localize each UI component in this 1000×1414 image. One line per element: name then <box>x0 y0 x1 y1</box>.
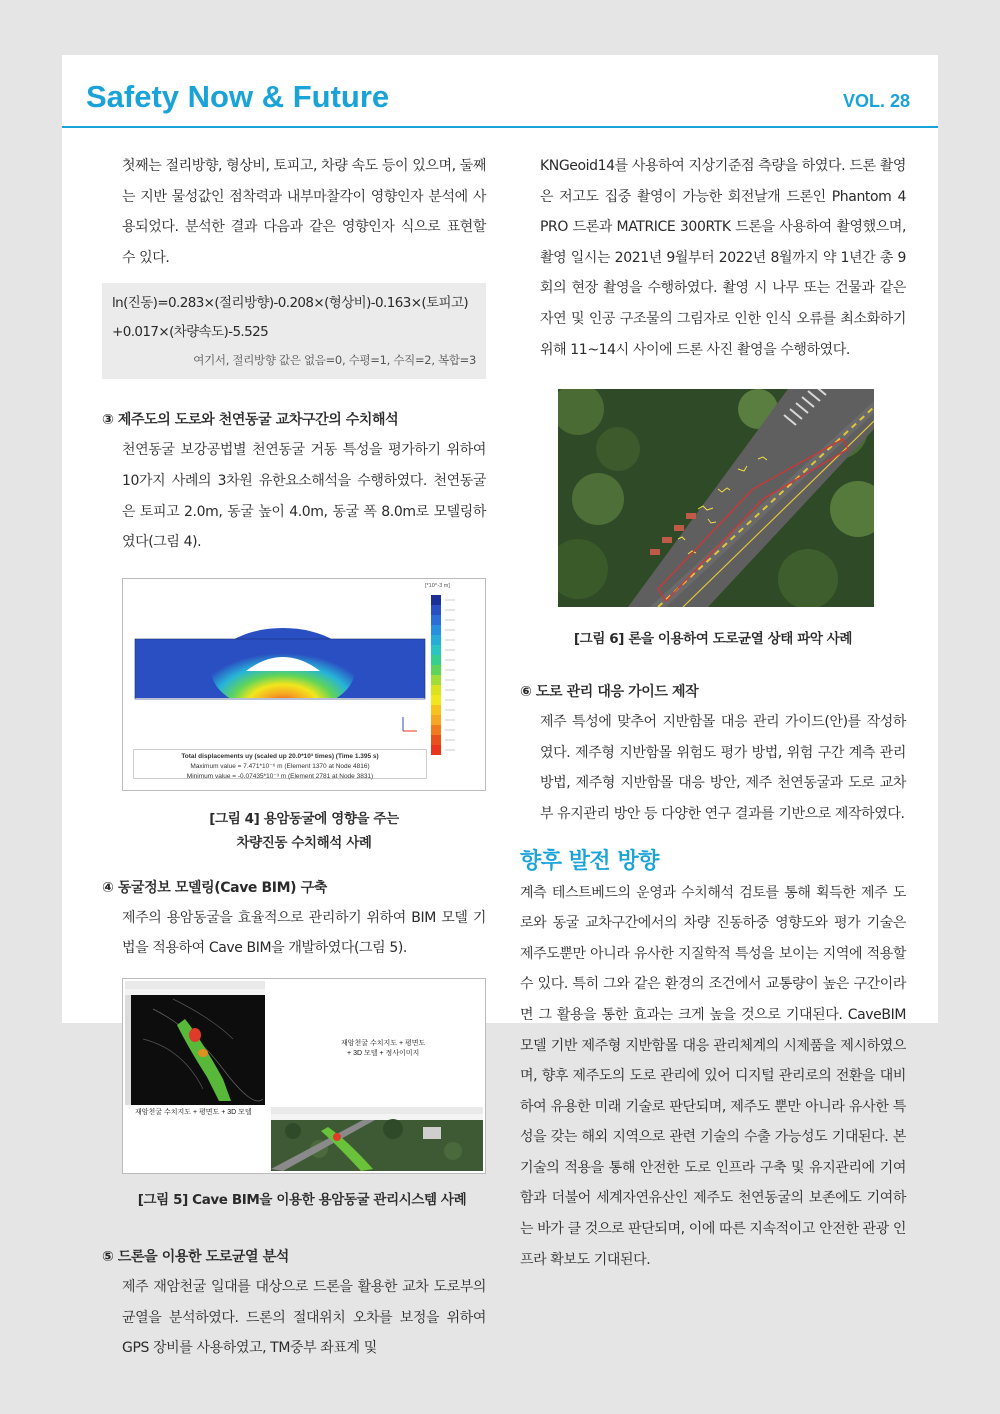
section-4-title: ④ 동굴정보 모델링(Cave BIM) 구축 <box>102 879 327 896</box>
future-body: 계측 테스트베드의 운영과 수치해석 검토를 통해 획득한 제주 도로와 동굴 교차구간에서의 차량 진동하중 영향도와 평가 기술은 제주도뿐만 아니라 유사한 지질학적 특성을 보이는 지역에 적용할 수 있다. 특히 그와 같은 환경의 조건에서 교통량이 높은 구간이라면 그 활용을 통한 효과는 크게 높을 것으로 기대된다. CaveBIM 모델 기반 제주형 지반함몰 대응 관리체계의 시제품을 제시하였으며, 향후 제주도의 도로 관리에 있어 디지털 관리로의 전환을 대비하여 유용한 미래 기술로 판단되며, 제주도 뿐만 아니라 유사한 특성을 갖는 해외 지역으로 관련 기술의 수출 가능성도 기대된다. 본 기술의 적용을 통해 안전한 도로 인프라 구축 및 유지관리에 기여함과 더불어 세계자연유산인 제주도 천연동굴의 보존에도 기여하는 바가 클 것으로 판단되며, 이에 따른 지속적이고 안전한 관광 인프라 확보도 기대된다. <box>520 884 906 1268</box>
drone-aerial-road-photo-icon <box>558 389 874 607</box>
section-5-body: 제주 재암천굴 일대를 대상으로 드론을 활용한 교차 도로부의 균열을 분석하였다. 드론의 절대위치 오차를 보정을 위하여 GPS 장비를 사용하였고, TM중부 좌표계 및 <box>122 1278 486 1357</box>
figure-4 <box>122 578 486 791</box>
page <box>62 55 938 1357</box>
volume-number: VOL. 28 <box>842 91 910 111</box>
fig5-label-a <box>341 1039 425 1059</box>
figure-5-caption: [그림 5] Cave BIM을 이용한 용암동굴 관리시스템 사례 <box>137 1191 467 1208</box>
page-header <box>62 55 938 128</box>
axis-triad-icon <box>403 717 417 731</box>
figure-6 <box>558 389 874 607</box>
fig5-label-b: 재암천굴 수치지도 + 평면도 + 3D 모델 <box>135 1108 252 1116</box>
right-column <box>520 151 906 1275</box>
formula-box <box>102 283 486 379</box>
figure-6-caption: [그림 6] 론을 이용하여 도로균열 상태 파악 사례 <box>573 631 853 648</box>
section-6-body: 제주 특성에 맞추어 지반함몰 대응 관리 가이드(안)를 작성하였다. 제주형 지반함몰 위험도 평가 방법, 위험 구간 계측 관리 방법, 제주형 지반함몰 대응 방안, 제주 천연동굴과 도로 교차부 유지관리 방안 등 다양한 연구 결과를 기반으로 제작하였다. <box>540 714 906 822</box>
left-column <box>102 151 486 1364</box>
result-title: Total displacements uy (scaled up 20.0*10³ times) (Time 1.395 s) <box>181 752 379 760</box>
section-4-body: 제주의 용암동굴을 효율적으로 관리하기 위하여 BIM 모델 기법을 적용하여 Cave BIM을 개발하였다(그림 5). <box>122 909 486 957</box>
cave-bim-screenshot-icon <box>123 979 485 1173</box>
fig5-label-a-line-1: 재암천굴 수치지도 + 평면도 <box>341 1039 426 1047</box>
magazine-title: Safety Now & Future <box>86 79 390 114</box>
section-3-title: ③ 제주도의 도로와 천연동굴 교차구간의 수치해석 <box>102 412 399 429</box>
figure-4-caption-line-1: [그림 4] 용암동굴에 영향을 주는 <box>209 810 399 827</box>
formula-line-1: ln(진동)=0.283×(절리방향)-0.208×(형상비)-0.163×(토피고) <box>112 295 469 312</box>
result-max: Maximum value = 7.471*10⁻⁶ m (Element 1370 at Node 4816) <box>190 762 370 770</box>
result-panel <box>133 749 427 779</box>
intro-paragraph: 첫째는 절리방향, 형상비, 토피고, 차량 속도 등이 있으며, 둘째는 지반 물성값인 점착력과 내부마찰각이 영향인자 분석에 사용되었다. 분석한 결과 다음과 같은 영향인자 식으로 표현할 수 있다. <box>122 158 486 266</box>
fig5-label-a-line-2: + 3D 모델 + 정사이미지 <box>347 1049 420 1057</box>
section-6-title: ⑥ 도로 관리 대응 가이드 제작 <box>520 684 699 701</box>
section-5-continued: KNGeoid14를 사용하여 지상기준점 측량을 하였다. 드론 촬영은 저고도 집중 촬영이 가능한 회전날개 드론인 Phantom 4 PRO 드론과 MATRICE 300RTK 드론을 사용하여 촬영했으며, 촬영 일시는 2021년 9월부터 2022년 8월까지 약 1년간 총 9회의 현장 촬영을 수행하였다. 촬영 시 나무 또는 건물과 같은 자연 및 인공 구조물의 그림자로 인한 인식 오류를 최소화하기 위해 11~14시 사이에 드론 사진 촬영을 수행하였다. <box>540 158 906 358</box>
result-min: Minimum value = -0.07435*10⁻³ m (Element 2781 at Node 3831) <box>186 772 374 780</box>
section-5-title: ⑤ 드론을 이용한 도로균열 분석 <box>102 1248 289 1265</box>
figure-4-caption-line-2: 차량진동 수치해석 사례 <box>236 834 372 851</box>
color-legend <box>431 595 441 755</box>
section-3-body: 천연동굴 보강공법별 천연동굴 거동 특성을 평가하기 위하여 10가지 사례의 3차원 유한요소해석을 수행하였다. 천연동굴은 토피고 2.0m, 동굴 높이 4.0m, 동굴 폭 8.0m로 모델링하였다(그림 4). <box>122 442 486 551</box>
formula-note: 여기서, 절리방향 값은 없음=0, 수평=1, 수직=2, 복합=3 <box>193 353 476 368</box>
formula-line-2: +0.017×(차량속도)-5.525 <box>112 324 269 341</box>
figure-5 <box>122 978 486 1174</box>
future-heading: 향후 발전 방향 <box>520 848 659 874</box>
legend-unit: [*10^-3 m] <box>425 582 450 589</box>
